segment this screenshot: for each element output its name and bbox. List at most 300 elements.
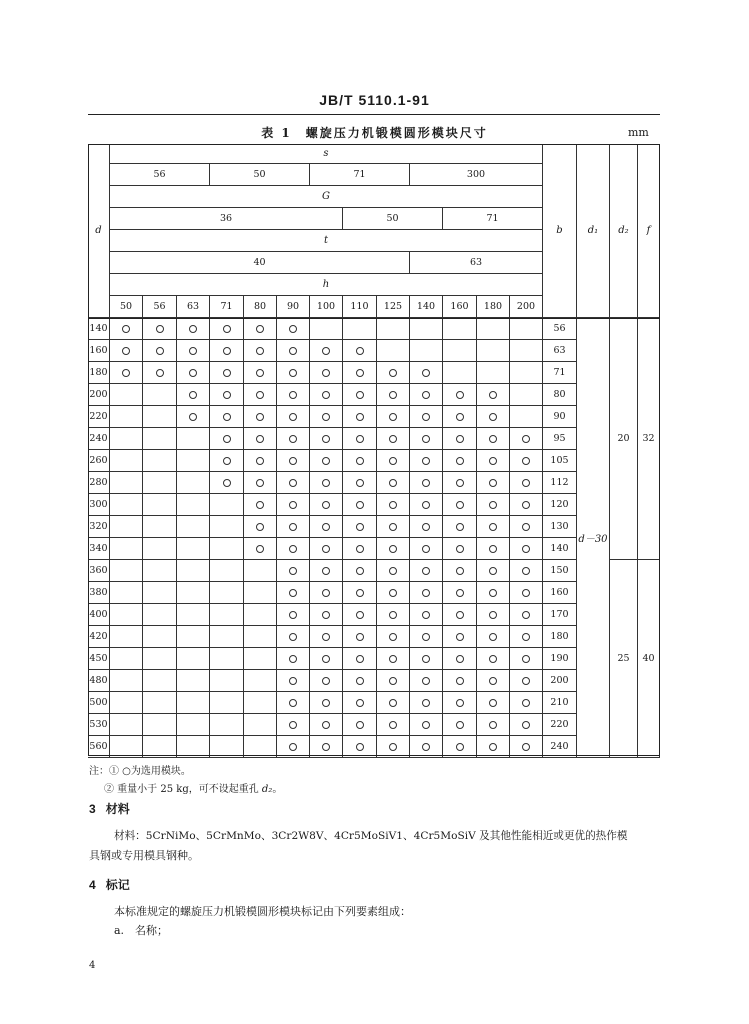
circle-mark-icon xyxy=(356,457,364,465)
table-cell xyxy=(510,516,543,538)
table-cell xyxy=(377,604,410,626)
circle-mark-icon xyxy=(522,501,530,509)
table-cell xyxy=(477,582,510,604)
circle-mark-icon xyxy=(456,391,464,399)
s-group-value: 71 xyxy=(310,164,410,186)
circle-mark-icon xyxy=(489,633,497,641)
table-cell xyxy=(210,362,244,384)
table-cell xyxy=(510,406,543,428)
table-cell xyxy=(477,472,510,494)
circle-mark-icon xyxy=(456,545,464,553)
circle-mark-icon xyxy=(522,523,530,531)
table-cell xyxy=(177,318,210,340)
circle-mark-icon xyxy=(322,743,330,751)
table-cell xyxy=(143,516,177,538)
table-cell xyxy=(277,692,310,714)
note-2-symbol: d₂ xyxy=(261,784,273,795)
circle-mark-icon xyxy=(256,391,264,399)
table-cell xyxy=(443,648,477,670)
table-cell xyxy=(410,428,443,450)
table-cell xyxy=(477,406,510,428)
circle-mark-icon xyxy=(189,369,197,377)
table-cell xyxy=(443,340,477,362)
row-b-value: 200 xyxy=(543,670,577,692)
table-cell xyxy=(244,714,277,736)
column-header: 100 xyxy=(310,296,343,318)
table-cell xyxy=(210,472,244,494)
circle-mark-icon xyxy=(322,567,330,575)
table-cell xyxy=(410,604,443,626)
table-cell xyxy=(277,318,310,340)
table-cell xyxy=(343,604,377,626)
table-cell xyxy=(343,340,377,362)
circle-mark-icon xyxy=(489,655,497,663)
table-cell xyxy=(110,406,143,428)
column-header: 71 xyxy=(210,296,244,318)
table-cell xyxy=(377,340,410,362)
circle-mark-icon xyxy=(422,545,430,553)
table-cell xyxy=(377,714,410,736)
circle-mark-icon xyxy=(223,479,231,487)
table-cell xyxy=(410,736,443,758)
table-cell xyxy=(277,648,310,670)
row-d-value: 500 xyxy=(88,692,110,714)
table-cell xyxy=(410,406,443,428)
circle-mark-icon xyxy=(322,589,330,597)
circle-mark-icon xyxy=(289,523,297,531)
circle-mark-icon xyxy=(422,457,430,465)
circle-mark-icon xyxy=(489,457,497,465)
table-cell xyxy=(110,692,143,714)
table-cell xyxy=(277,340,310,362)
circle-mark-icon xyxy=(322,721,330,729)
circle-mark-icon xyxy=(422,677,430,685)
header-rule xyxy=(88,114,660,115)
table-cell xyxy=(477,428,510,450)
table-cell xyxy=(210,318,244,340)
table-cell xyxy=(310,648,343,670)
row-d-value: 220 xyxy=(88,406,110,428)
table-cell xyxy=(110,472,143,494)
table-cell xyxy=(510,384,543,406)
table-cell xyxy=(377,582,410,604)
table-cell xyxy=(210,384,244,406)
table-cell xyxy=(377,670,410,692)
table-cell xyxy=(177,516,210,538)
table-cell xyxy=(510,450,543,472)
circle-mark-icon xyxy=(289,479,297,487)
table-cell xyxy=(244,384,277,406)
circle-mark-icon xyxy=(422,721,430,729)
table-cell xyxy=(477,384,510,406)
d2-value: 20 xyxy=(610,318,638,560)
circle-mark-icon xyxy=(356,567,364,575)
table-cell xyxy=(310,428,343,450)
circle-mark-icon xyxy=(522,743,530,751)
table-cell xyxy=(210,340,244,362)
table-cell xyxy=(443,516,477,538)
table-cell xyxy=(244,340,277,362)
table-cell xyxy=(443,626,477,648)
circle-mark-icon xyxy=(389,523,397,531)
circle-mark-icon xyxy=(256,479,264,487)
circle-mark-icon xyxy=(456,589,464,597)
table-cell xyxy=(510,582,543,604)
table-cell xyxy=(443,560,477,582)
circle-mark-icon xyxy=(389,391,397,399)
table-cell xyxy=(477,450,510,472)
table-cell xyxy=(110,582,143,604)
circle-mark-icon xyxy=(522,699,530,707)
table-cell xyxy=(277,450,310,472)
table-cell xyxy=(310,340,343,362)
circle-mark-icon xyxy=(289,589,297,597)
table-cell xyxy=(343,428,377,450)
circle-mark-icon xyxy=(289,611,297,619)
table-cell xyxy=(210,582,244,604)
table-cell xyxy=(310,670,343,692)
table-cell xyxy=(377,648,410,670)
table-cell xyxy=(143,670,177,692)
table-cell xyxy=(110,340,143,362)
circle-mark-icon xyxy=(223,435,231,443)
table-cell xyxy=(410,450,443,472)
circle-mark-icon xyxy=(356,479,364,487)
table-cell xyxy=(143,714,177,736)
circle-mark-icon xyxy=(389,699,397,707)
circle-mark-icon xyxy=(522,655,530,663)
header-g-label: G xyxy=(110,186,543,208)
table-cell xyxy=(343,582,377,604)
table-cell xyxy=(410,384,443,406)
table-cell xyxy=(277,670,310,692)
circle-mark-icon xyxy=(156,369,164,377)
table-cell xyxy=(244,472,277,494)
table-cell xyxy=(210,648,244,670)
table-cell xyxy=(343,714,377,736)
circle-mark-icon xyxy=(422,699,430,707)
row-b-value: 71 xyxy=(543,362,577,384)
table-cell xyxy=(343,538,377,560)
circle-mark-icon xyxy=(322,545,330,553)
circle-mark-icon xyxy=(356,523,364,531)
circle-mark-icon xyxy=(356,611,364,619)
circle-mark-icon xyxy=(289,721,297,729)
table-cell xyxy=(210,736,244,758)
table-cell xyxy=(143,362,177,384)
table-cell xyxy=(244,582,277,604)
row-b-value: 160 xyxy=(543,582,577,604)
header-d1: d₁ xyxy=(577,144,610,318)
circle-mark-icon xyxy=(356,369,364,377)
table-cell xyxy=(377,538,410,560)
circle-mark-icon xyxy=(389,479,397,487)
table-cell xyxy=(410,340,443,362)
circle-mark-icon xyxy=(122,347,130,355)
circle-mark-icon xyxy=(389,413,397,421)
row-b-value: 80 xyxy=(543,384,577,406)
circle-mark-icon xyxy=(422,413,430,421)
table-cell xyxy=(143,450,177,472)
table-cell xyxy=(443,736,477,758)
table-cell xyxy=(510,472,543,494)
row-b-value: 112 xyxy=(543,472,577,494)
table-cell xyxy=(143,428,177,450)
s-group-value: 300 xyxy=(410,164,543,186)
table-unit: mm xyxy=(628,126,649,139)
table-cell xyxy=(143,692,177,714)
circle-mark-icon xyxy=(422,369,430,377)
circle-mark-icon xyxy=(289,435,297,443)
circle-mark-icon xyxy=(522,633,530,641)
table-cell xyxy=(443,582,477,604)
section-3-number: 3 xyxy=(89,802,96,816)
circle-mark-icon xyxy=(356,413,364,421)
row-d-value: 240 xyxy=(88,428,110,450)
table-cell xyxy=(277,516,310,538)
row-b-value: 95 xyxy=(543,428,577,450)
circle-mark-icon xyxy=(389,655,397,663)
table-cell xyxy=(343,626,377,648)
section-3-heading xyxy=(89,800,130,817)
circle-mark-icon xyxy=(456,655,464,663)
table-cell xyxy=(244,538,277,560)
table-cell xyxy=(143,560,177,582)
table-cell xyxy=(244,406,277,428)
table-cell xyxy=(410,560,443,582)
circle-mark-icon xyxy=(422,567,430,575)
section-4-item-a: a. 名称； xyxy=(114,924,169,937)
table-cell xyxy=(410,692,443,714)
table-cell xyxy=(410,538,443,560)
row-d-value: 320 xyxy=(88,516,110,538)
circle-mark-icon xyxy=(189,347,197,355)
row-b-value: 63 xyxy=(543,340,577,362)
table-cell xyxy=(410,472,443,494)
circle-mark-icon xyxy=(456,567,464,575)
circle-mark-icon xyxy=(156,347,164,355)
h-group-value: 40 xyxy=(110,252,410,274)
row-b-value: 220 xyxy=(543,714,577,736)
circle-mark-icon xyxy=(522,589,530,597)
table-cell xyxy=(443,428,477,450)
table-cell xyxy=(343,516,377,538)
circle-mark-icon xyxy=(122,369,130,377)
circle-mark-icon xyxy=(489,435,497,443)
table-cell xyxy=(377,318,410,340)
table-cell xyxy=(244,604,277,626)
table-cell xyxy=(343,384,377,406)
circle-mark-icon xyxy=(322,501,330,509)
circle-mark-icon xyxy=(322,479,330,487)
table-cell xyxy=(477,714,510,736)
table-cell xyxy=(510,692,543,714)
circle-mark-icon xyxy=(422,391,430,399)
f-value: 32 xyxy=(638,318,660,560)
table-cell xyxy=(244,362,277,384)
circle-mark-icon xyxy=(322,369,330,377)
column-header: 63 xyxy=(177,296,210,318)
table-cell xyxy=(310,582,343,604)
table-cell xyxy=(443,604,477,626)
row-d-value: 560 xyxy=(88,736,110,758)
table-cell xyxy=(443,714,477,736)
circle-mark-icon xyxy=(522,545,530,553)
column-header: 180 xyxy=(477,296,510,318)
row-d-value: 480 xyxy=(88,670,110,692)
table-cell xyxy=(110,670,143,692)
circle-mark-icon xyxy=(156,325,164,333)
circle-mark-icon xyxy=(456,721,464,729)
table-cell xyxy=(410,626,443,648)
table-cell xyxy=(377,736,410,758)
column-header: 56 xyxy=(143,296,177,318)
circle-mark-icon xyxy=(522,435,530,443)
table-cell xyxy=(244,648,277,670)
table-cell xyxy=(410,648,443,670)
f-value: 40 xyxy=(638,560,660,758)
circle-mark-icon xyxy=(289,655,297,663)
section-3-title: 材料 xyxy=(105,802,130,816)
circle-mark-icon xyxy=(256,413,264,421)
circle-mark-icon xyxy=(389,545,397,553)
table-cell xyxy=(310,494,343,516)
circle-mark-icon xyxy=(422,479,430,487)
table-cell xyxy=(110,626,143,648)
header-d2: d₂ xyxy=(610,144,638,318)
circle-mark-icon xyxy=(289,501,297,509)
circle-mark-icon xyxy=(223,413,231,421)
circle-mark-icon xyxy=(223,325,231,333)
table-cell xyxy=(310,538,343,560)
circle-mark-icon xyxy=(322,699,330,707)
table-cell xyxy=(244,670,277,692)
table-cell xyxy=(177,582,210,604)
table-cell xyxy=(143,604,177,626)
circle-mark-icon xyxy=(522,479,530,487)
circle-mark-icon xyxy=(489,391,497,399)
table-cell xyxy=(477,560,510,582)
table-cell xyxy=(177,450,210,472)
row-d-value: 420 xyxy=(88,626,110,648)
table-cell xyxy=(177,494,210,516)
table-cell xyxy=(510,560,543,582)
table-cell xyxy=(510,626,543,648)
circle-mark-icon xyxy=(522,677,530,685)
circle-mark-icon xyxy=(422,589,430,597)
d2-value: 25 xyxy=(610,560,638,758)
row-d-value: 300 xyxy=(88,494,110,516)
table-cell xyxy=(310,736,343,758)
table-cell xyxy=(210,560,244,582)
row-d-value: 400 xyxy=(88,604,110,626)
table-cell xyxy=(277,560,310,582)
table-cell xyxy=(510,736,543,758)
table-cell xyxy=(210,626,244,648)
table-cell xyxy=(310,626,343,648)
circle-mark-icon xyxy=(356,347,364,355)
table-cell xyxy=(110,736,143,758)
table-cell xyxy=(510,318,543,340)
table-cell xyxy=(443,494,477,516)
circle-mark-icon xyxy=(356,721,364,729)
circle-mark-icon xyxy=(256,369,264,377)
table-cell xyxy=(210,428,244,450)
table-cell xyxy=(343,318,377,340)
column-header: 110 xyxy=(343,296,377,318)
circle-mark-icon xyxy=(322,611,330,619)
table-cell xyxy=(110,450,143,472)
table-cell xyxy=(377,560,410,582)
circle-mark-icon xyxy=(389,721,397,729)
table-cell xyxy=(443,318,477,340)
circle-mark-icon xyxy=(489,589,497,597)
table-cell xyxy=(177,560,210,582)
circle-mark-icon xyxy=(489,611,497,619)
circle-mark-icon xyxy=(389,633,397,641)
circle-mark-icon xyxy=(322,391,330,399)
table-cell xyxy=(510,494,543,516)
table-cell xyxy=(177,406,210,428)
table-cell xyxy=(310,714,343,736)
table-cell xyxy=(443,450,477,472)
row-d-value: 140 xyxy=(88,318,110,340)
table-cell xyxy=(244,428,277,450)
circle-mark-icon xyxy=(489,413,497,421)
table-cell xyxy=(443,362,477,384)
table-cell xyxy=(477,736,510,758)
table-cell xyxy=(377,626,410,648)
table-cell xyxy=(244,560,277,582)
row-b-value: 140 xyxy=(543,538,577,560)
circle-mark-icon xyxy=(456,523,464,531)
circle-mark-icon xyxy=(256,435,264,443)
s-group-value: 56 xyxy=(110,164,210,186)
circle-mark-icon xyxy=(356,699,364,707)
table-cell xyxy=(277,626,310,648)
circle-mark-icon xyxy=(356,435,364,443)
circle-mark-icon xyxy=(356,545,364,553)
circle-mark-icon xyxy=(389,743,397,751)
table-cell xyxy=(277,472,310,494)
table-cell xyxy=(210,714,244,736)
table-cell xyxy=(443,670,477,692)
row-b-value: 240 xyxy=(543,736,577,758)
table-cell xyxy=(410,516,443,538)
section-4-number: 4 xyxy=(89,878,96,892)
circle-mark-icon xyxy=(356,743,364,751)
row-b-value: 180 xyxy=(543,626,577,648)
table-cell xyxy=(210,406,244,428)
circle-mark-icon xyxy=(223,369,231,377)
circle-mark-icon xyxy=(422,743,430,751)
table-cell xyxy=(210,516,244,538)
circle-mark-icon xyxy=(289,325,297,333)
table-cell xyxy=(377,384,410,406)
table-cell xyxy=(477,494,510,516)
circle-mark-icon xyxy=(456,413,464,421)
circle-mark-icon xyxy=(489,699,497,707)
row-b-value: 90 xyxy=(543,406,577,428)
circle-mark-icon xyxy=(522,611,530,619)
table-cell xyxy=(177,340,210,362)
table-cell xyxy=(277,384,310,406)
circle-mark-icon xyxy=(522,567,530,575)
table-cell xyxy=(310,406,343,428)
table-cell xyxy=(110,516,143,538)
h-group-value: 63 xyxy=(410,252,543,274)
table-cell xyxy=(477,538,510,560)
